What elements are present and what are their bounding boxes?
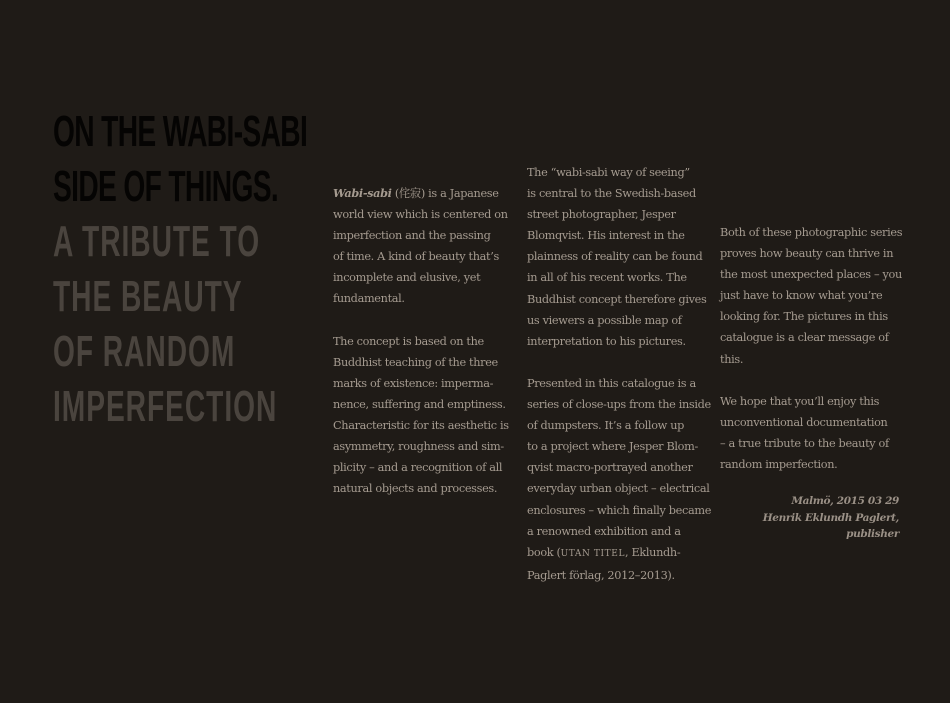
text-line: everyday urban object – electrical — [527, 482, 710, 496]
text-line: random imperfection. — [720, 458, 838, 472]
heading-subtitle-line: OF RANDOM — [53, 327, 236, 376]
text-line: plainness of reality can be found — [527, 250, 703, 264]
text-line: Presented in this catalogue is a — [527, 376, 696, 390]
text-line: imperfection and the passing — [333, 229, 491, 243]
heading-title-line: SIDE OF THINGS. — [53, 162, 279, 211]
heading-title-line: ON THE WABI-SABI — [53, 107, 308, 156]
text-line: incomplete and elusive, yet — [333, 271, 481, 285]
heading-subtitle-line: IMPERFECTION — [53, 382, 278, 431]
text-line: is central to the Swedish-based — [527, 187, 696, 201]
text-line: just have to know what you’re — [720, 289, 883, 303]
text-column-2 — [527, 162, 712, 607]
text-line: marks of existence: imperma- — [333, 376, 494, 390]
text-line: Both of these photographic series — [720, 226, 903, 239]
text-line: natural objects and processes. — [333, 482, 498, 496]
paragraph — [333, 331, 513, 500]
heading-subtitle-line: A TRIBUTE TO — [53, 217, 261, 266]
book-title: UTAN TITEL — [560, 548, 626, 559]
text-line: catalogue is a clear message of — [720, 331, 889, 345]
text-line: Wabi-sabi (侘寂) is a Japanese — [333, 186, 499, 200]
heading-subtitle-line: THE BEAUTY — [53, 272, 243, 321]
paragraph — [527, 162, 712, 352]
text-line: plicity – and a recognition of all — [333, 461, 503, 475]
text-line: this. — [720, 352, 744, 366]
signature-place-date: Malmö, 2015 03 29 — [791, 495, 899, 507]
text-line: proves how beauty can thrive in — [720, 247, 894, 261]
text-line: nence, suffering and emptiness. — [333, 397, 506, 411]
text-line: Buddhist teaching of the three — [333, 355, 498, 369]
page-heading — [53, 104, 343, 434]
signature — [700, 493, 899, 543]
text-line: to a project where Jesper Blom- — [527, 440, 698, 454]
text-line: interpretation to his pictures. — [527, 334, 686, 348]
text-line: in all of his recent works. The — [527, 271, 687, 285]
text-line: looking for. The pictures in this — [720, 310, 888, 324]
text-line: unconventional documentation — [720, 415, 888, 429]
wabi-sabi-term: Wabi-sabi — [333, 186, 392, 200]
paragraph — [527, 373, 712, 586]
text-line: a renowned exhibition and a — [527, 524, 681, 538]
text-line: enclosures – which finally became — [527, 503, 712, 517]
text-line: of dumpsters. It’s a follow up — [527, 419, 685, 433]
text-line: qvist macro-portrayed another — [527, 461, 693, 475]
text-line: book (UTAN TITEL, Eklundh- — [527, 545, 681, 559]
text-line: of time. A kind of beauty that’s — [333, 250, 499, 264]
text-line: The “wabi-sabi way of seeing” — [527, 166, 690, 179]
text-line: Paglert förlag, 2012–2013). — [527, 568, 675, 582]
text-column-3 — [720, 222, 905, 496]
text-line: world view which is centered on — [333, 208, 508, 222]
text-line: Characteristic for its aesthetic is — [333, 419, 509, 433]
text-line: Buddhist concept therefore gives — [527, 292, 707, 306]
text-line: asymmetry, roughness and sim- — [333, 440, 504, 454]
text-line: street photographer, Jesper — [527, 208, 676, 222]
signature-role: publisher — [846, 528, 899, 540]
signature-name: Henrik Eklundh Paglert, — [762, 511, 899, 524]
text-line: The concept is based on the — [333, 334, 484, 348]
text-line: Blomqvist. His interest in the — [527, 229, 685, 243]
paragraph — [720, 222, 905, 370]
text-line: fundamental. — [333, 292, 405, 306]
text-line: We hope that you’ll enjoy this — [720, 394, 880, 408]
text-line: series of close-ups from the inside — [527, 398, 711, 412]
text-line: us viewers a possible map of — [527, 313, 682, 327]
text-column-1 — [333, 183, 513, 521]
text-line: the most unexpected places – you — [720, 268, 902, 282]
text-line: – a true tribute to the beauty of — [720, 436, 889, 450]
paragraph — [333, 183, 513, 310]
paragraph — [720, 391, 905, 475]
